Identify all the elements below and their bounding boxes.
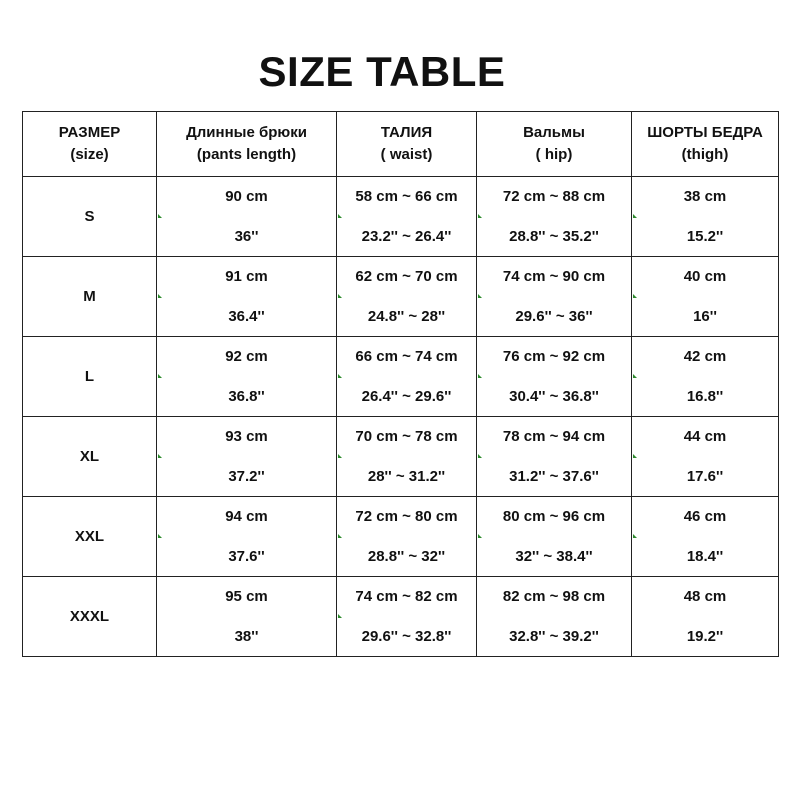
thigh-cell: [632, 257, 779, 337]
waist-cm-value: 70 cm ~ 78 cm: [355, 427, 458, 445]
hip-cell: [477, 417, 632, 497]
waist-cell: [337, 257, 477, 337]
size-label: XL: [23, 417, 157, 497]
pants-cell: [157, 417, 337, 497]
waist-cm-value: 58 cm ~ 66 cm: [355, 187, 458, 205]
pants-cm-value: 94 cm: [225, 507, 268, 525]
thigh-inch-value: 17.6'': [686, 467, 724, 485]
cell-marker: [478, 454, 482, 458]
hip-cell: [477, 177, 632, 257]
pants-inch-value: 38'': [234, 627, 259, 645]
cell-marker: [338, 454, 342, 458]
thigh-inch-value: 19.2'': [686, 627, 724, 645]
cell-marker: [633, 454, 637, 458]
size-table: [22, 111, 779, 657]
size-label: L: [23, 337, 157, 417]
hip-cm-value: 82 cm ~ 98 cm: [502, 587, 606, 605]
waist-cell: [337, 337, 477, 417]
hip-cm-value: 74 cm ~ 90 cm: [502, 267, 606, 285]
size-label: M: [23, 257, 157, 337]
table-body: [23, 177, 779, 657]
thigh-cm-value: 40 cm: [683, 267, 727, 285]
hip-inch-value: 32'' ~ 38.4'': [515, 547, 593, 565]
table-row: [23, 577, 779, 657]
header-hip: Вальмы ( hip): [477, 112, 632, 177]
pants-cm-value: 92 cm: [225, 347, 268, 365]
header-thigh: ШОРТЫ БЕДРА (thigh): [632, 112, 779, 177]
hip-cm-value: 76 cm ~ 92 cm: [502, 347, 606, 365]
hip-cm-value: 72 cm ~ 88 cm: [502, 187, 606, 205]
thigh-cm-value: 48 cm: [683, 587, 727, 605]
waist-cell: [337, 497, 477, 577]
hip-inch-value: 32.8'' ~ 39.2'': [509, 627, 599, 645]
pants-inch-value: 37.6'': [228, 547, 265, 565]
cell-marker: [158, 454, 162, 458]
size-label: S: [23, 177, 157, 257]
header-waist: ТАЛИЯ ( waist): [337, 112, 477, 177]
pants-inch-value: 36'': [234, 227, 259, 245]
cell-marker: [633, 534, 637, 538]
thigh-cell: [632, 497, 779, 577]
thigh-inch-value: 18.4'': [686, 547, 724, 565]
size-label: XXL: [23, 497, 157, 577]
waist-cm-value: 66 cm ~ 74 cm: [355, 347, 458, 365]
hip-cm-value: 78 cm ~ 94 cm: [502, 427, 606, 445]
cell-marker: [633, 374, 637, 378]
table-row: [23, 257, 779, 337]
header-pants-length: Длинные брюки (pants length): [157, 112, 337, 177]
thigh-cell: [632, 577, 779, 657]
pants-cell: [157, 577, 337, 657]
cell-marker: [338, 214, 342, 218]
cell-marker: [338, 534, 342, 538]
thigh-cm-value: 42 cm: [683, 347, 727, 365]
waist-cm-value: 72 cm ~ 80 cm: [355, 507, 458, 525]
thigh-cell: [632, 337, 779, 417]
waist-cell: [337, 577, 477, 657]
hip-cell: [477, 257, 632, 337]
page-title: SIZE TABLE: [258, 48, 506, 95]
table-row: [23, 177, 779, 257]
cell-marker: [478, 374, 482, 378]
size-label: XXXL: [23, 577, 157, 657]
pants-cm-value: 90 cm: [225, 187, 268, 205]
cell-marker: [158, 214, 162, 218]
waist-inch-value: 23.2'' ~ 26.4'': [361, 227, 452, 245]
cell-marker: [633, 294, 637, 298]
pants-cell: [157, 497, 337, 577]
pants-inch-value: 37.2'': [228, 467, 265, 485]
waist-cell: [337, 417, 477, 497]
pants-cm-value: 91 cm: [225, 267, 268, 285]
cell-marker: [158, 534, 162, 538]
hip-inch-value: 28.8'' ~ 35.2'': [509, 227, 599, 245]
hip-inch-value: 29.6'' ~ 36'': [515, 307, 593, 325]
thigh-cell: [632, 417, 779, 497]
hip-cm-value: 80 cm ~ 96 cm: [502, 507, 606, 525]
thigh-cell: [632, 177, 779, 257]
hip-cell: [477, 577, 632, 657]
pants-cm-value: 93 cm: [225, 427, 268, 445]
thigh-inch-value: 16.8'': [686, 387, 724, 405]
waist-cm-value: 62 cm ~ 70 cm: [355, 267, 458, 285]
waist-inch-value: 28'' ~ 31.2'': [367, 467, 446, 485]
cell-marker: [633, 214, 637, 218]
pants-cell: [157, 337, 337, 417]
thigh-inch-value: 16'': [693, 307, 717, 325]
cell-marker: [338, 294, 342, 298]
waist-inch-value: 28.8'' ~ 32'': [367, 547, 446, 565]
header-row: [23, 112, 779, 177]
waist-inch-value: 26.4'' ~ 29.6'': [361, 387, 452, 405]
table-row: [23, 497, 779, 577]
cell-marker: [478, 534, 482, 538]
thigh-cm-value: 44 cm: [683, 427, 727, 445]
waist-cell: [337, 177, 477, 257]
cell-marker: [478, 214, 482, 218]
waist-inch-value: 29.6'' ~ 32.8'': [361, 627, 452, 645]
waist-inch-value: 24.8'' ~ 28'': [367, 307, 446, 325]
hip-inch-value: 30.4'' ~ 36.8'': [509, 387, 599, 405]
header-size: РАЗМЕР (size): [23, 112, 157, 177]
hip-inch-value: 31.2'' ~ 37.6'': [509, 467, 599, 485]
hip-cell: [477, 337, 632, 417]
pants-cm-value: 95 cm: [225, 587, 268, 605]
pants-cell: [157, 177, 337, 257]
cell-marker: [158, 374, 162, 378]
pants-inch-value: 36.4'': [228, 307, 265, 325]
thigh-inch-value: 15.2'': [686, 227, 724, 245]
pants-inch-value: 36.8'': [228, 387, 265, 405]
table-row: [23, 337, 779, 417]
cell-marker: [338, 374, 342, 378]
waist-cm-value: 74 cm ~ 82 cm: [355, 587, 458, 605]
cell-marker: [338, 614, 342, 618]
cell-marker: [158, 294, 162, 298]
hip-cell: [477, 497, 632, 577]
thigh-cm-value: 38 cm: [683, 187, 727, 205]
table-row: [23, 417, 779, 497]
pants-cell: [157, 257, 337, 337]
cell-marker: [478, 294, 482, 298]
thigh-cm-value: 46 cm: [683, 507, 727, 525]
